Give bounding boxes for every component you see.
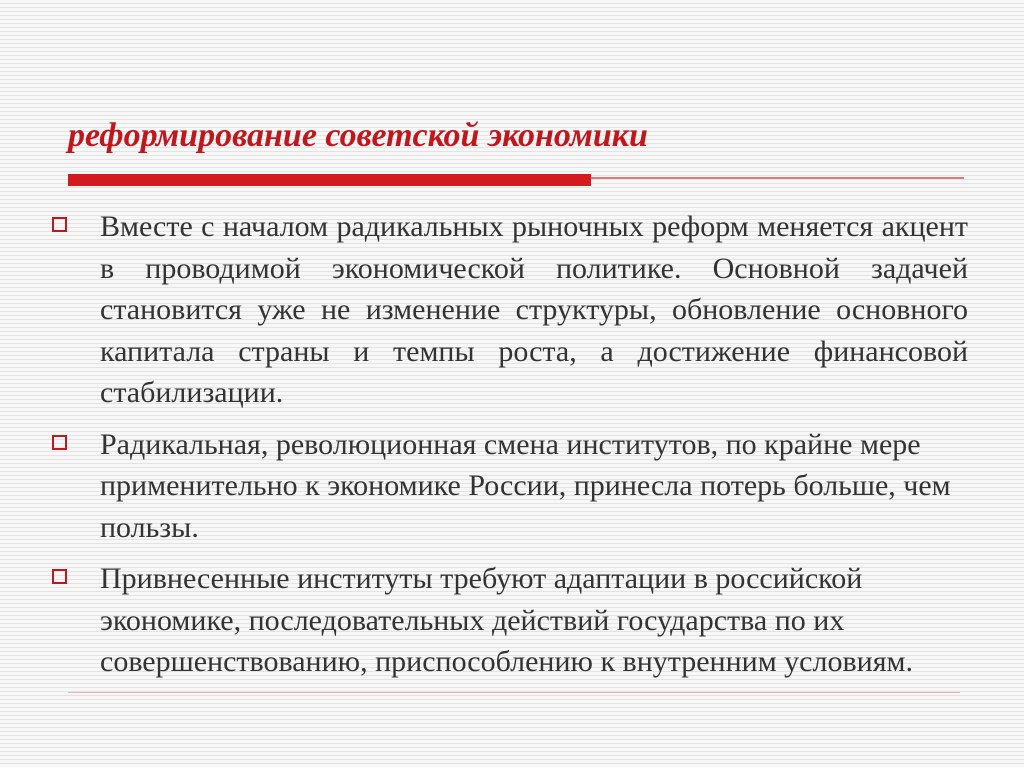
hollow-square-bullet-icon (52, 217, 67, 232)
hollow-square-bullet-icon (52, 569, 67, 584)
bottom-divider (68, 692, 960, 693)
bullet-item (52, 206, 968, 414)
title-underline-thin (591, 177, 964, 179)
bullet-list (52, 206, 968, 693)
bullet-text: Радикальная, революционная смена институтов, по крайне мере применительно к экономике России, принесла потерь больше, чем пользы. (100, 427, 951, 544)
hollow-square-bullet-icon (52, 435, 67, 450)
bullet-text: Вместе с началом радикальных рыночных реформ меняется акцент в проводимой экономической политике. Основной задачей становится уже не изменение структуры, обновление основного капитала страны и темпы роста, а достижение финансовой стабилизации. (100, 210, 968, 409)
bullet-text: Привнесенные институты требуют адаптации в российской экономике, последовательных действий государства по их совершенствованию, приспособлению к внутренним условиям. (100, 562, 913, 678)
bullet-item (52, 424, 968, 549)
title-underline-bar (68, 174, 591, 186)
bullet-item (52, 558, 968, 683)
slide-title: реформирование советской экономики (68, 117, 648, 154)
